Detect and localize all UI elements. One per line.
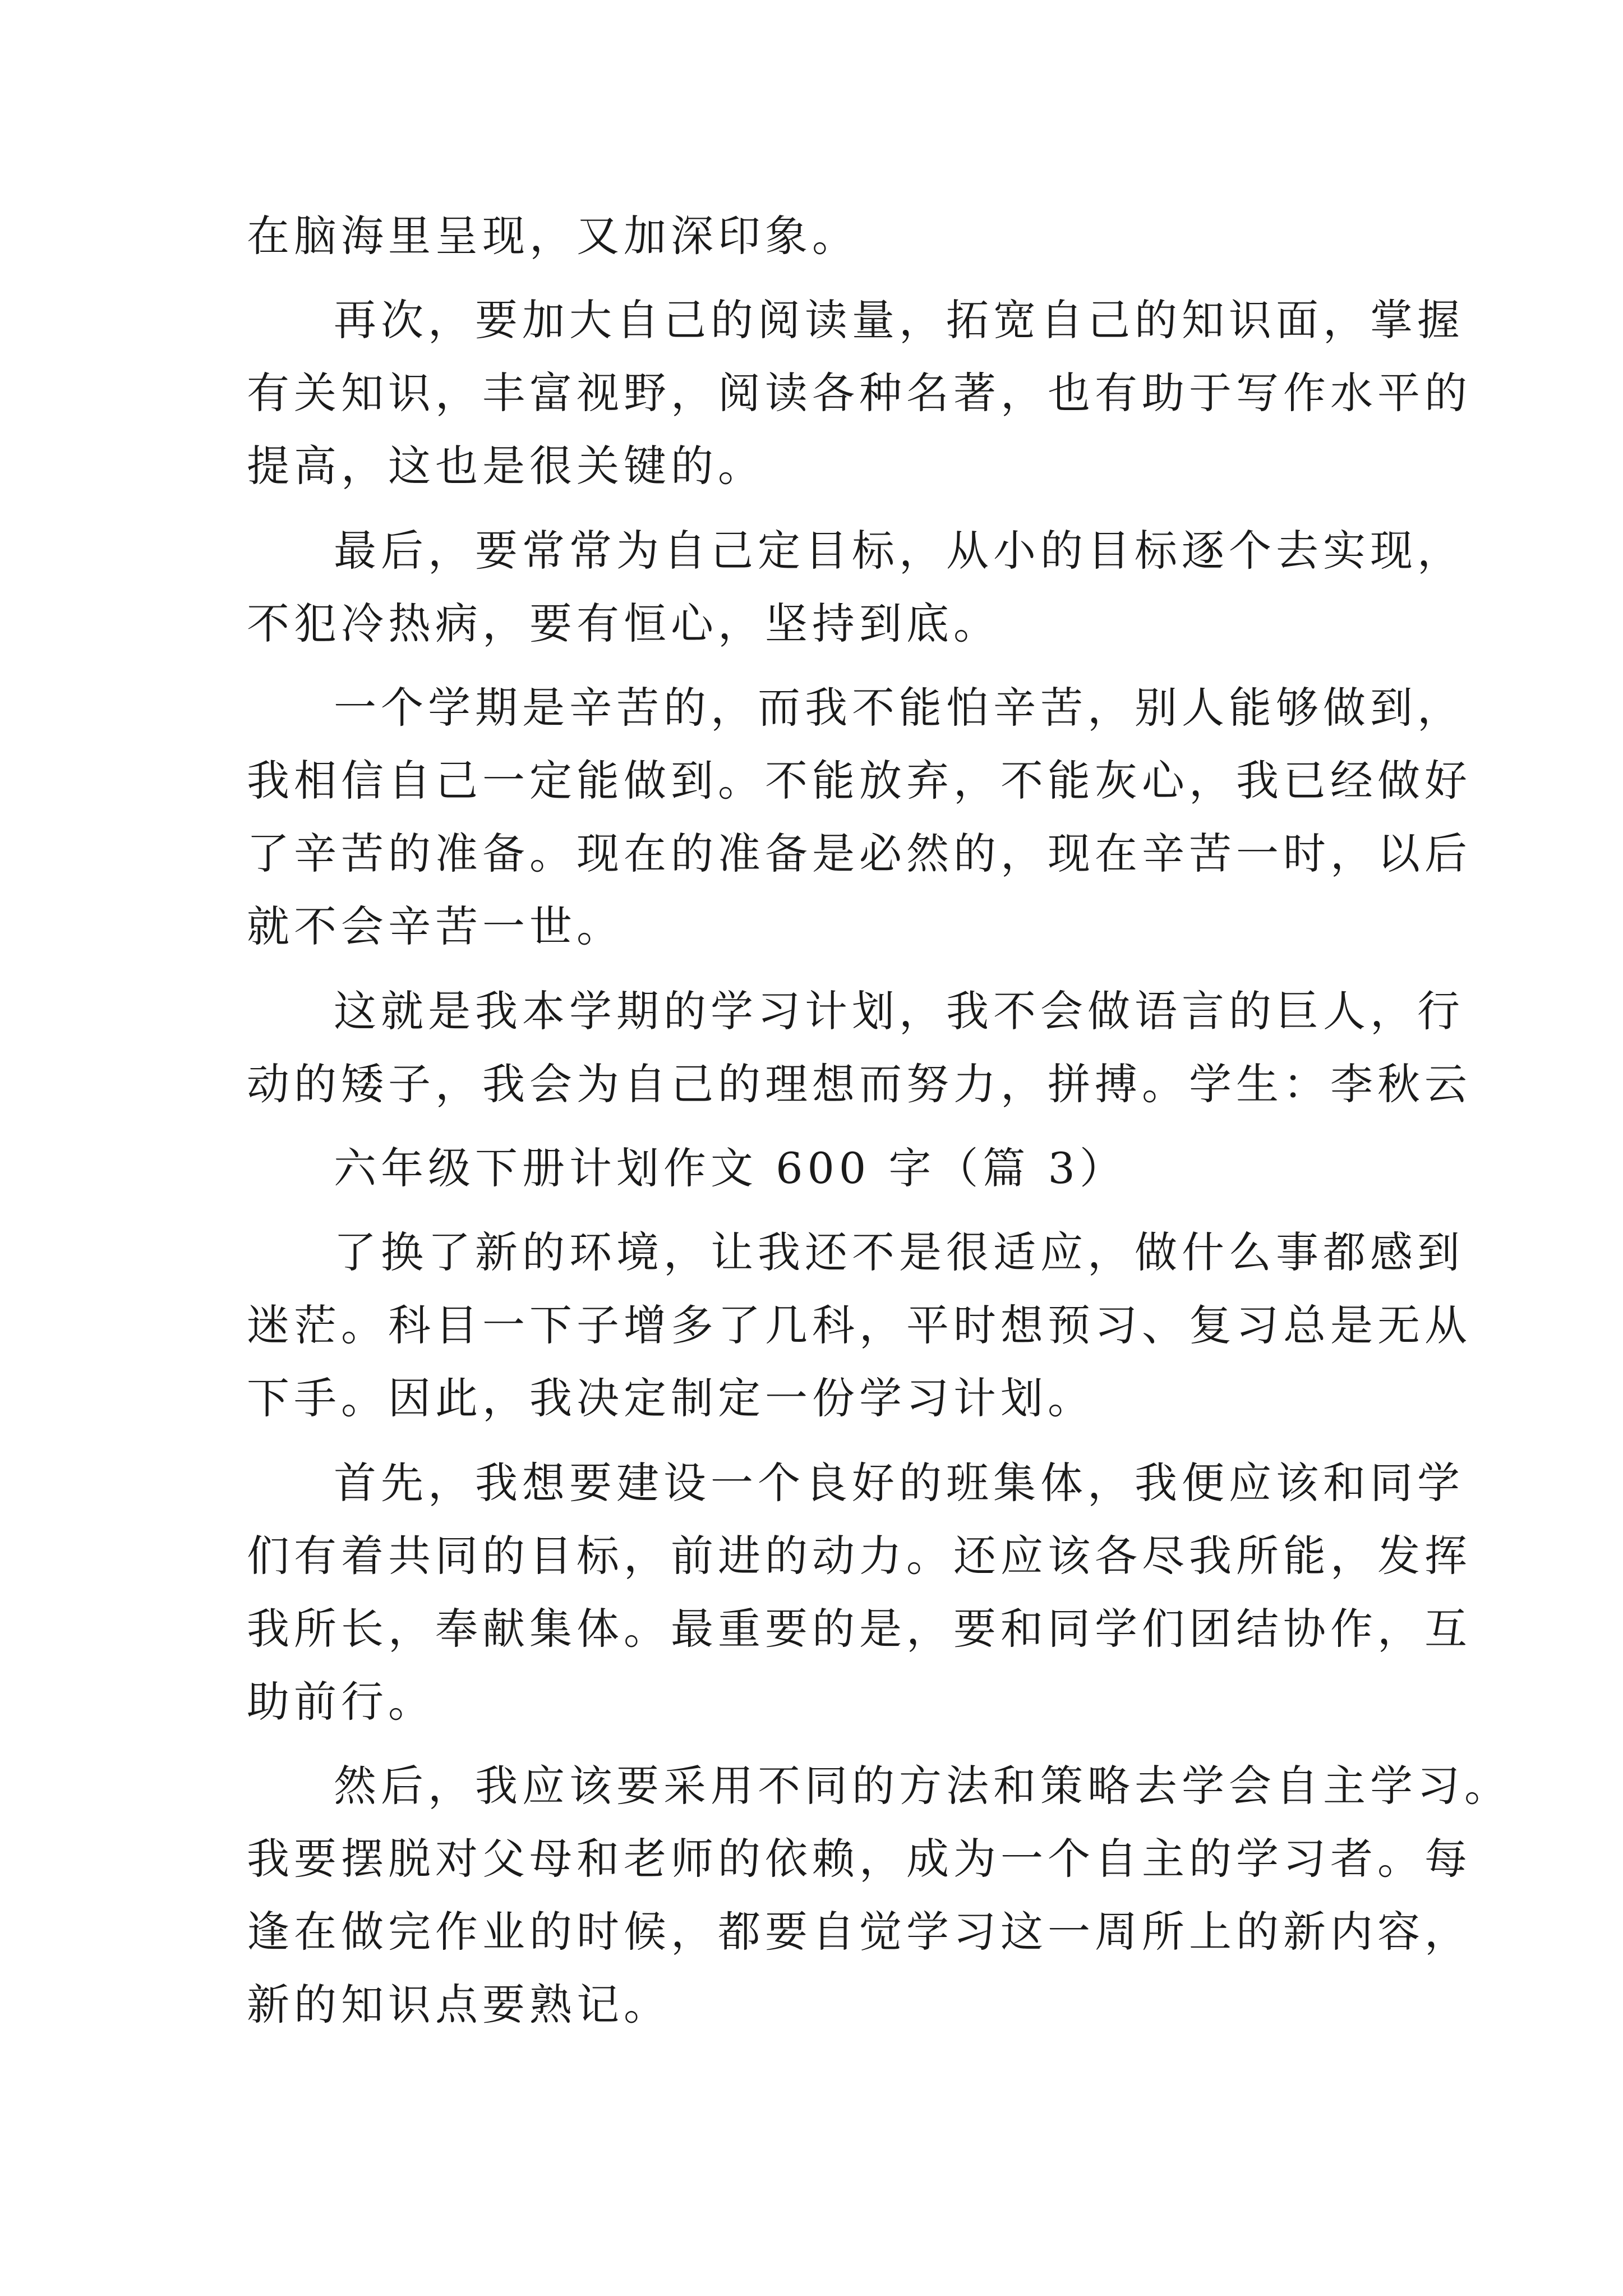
text-line: 首先，我想要建设一个良好的班集体，我便应该和同学: [334, 1458, 1464, 1508]
text-line: 最后，要常常为自己定目标，从小的目标逐个去实现，: [334, 526, 1464, 576]
text-line: 我要摆脱对父母和老师的依赖，成为一个自主的学习者。每: [247, 1834, 1472, 1884]
text-line: 新的知识点要熟记。: [247, 1980, 671, 2030]
text-line: 在脑海里呈现，又加深印象。: [247, 211, 859, 261]
text-line: 然后，我应该要采用不同的方法和策略去学会自主学习。: [334, 1761, 1511, 1811]
text-line: 我所长，奉献集体。最重要的是，要和同学们团结协作，互: [247, 1604, 1472, 1654]
text-line: 迷茫。科目一下子增多了几科，平时想预习、复习总是无从: [247, 1300, 1472, 1350]
text-line: 不犯冷热病，要有恒心，坚持到底。: [247, 599, 1000, 648]
text-line: 动的矮子，我会为自己的理想而努力，拼搏。学生：李秋云: [247, 1059, 1472, 1109]
text-line: 有关知识，丰富视野，阅读各种名著，也有助于写作水平的: [247, 368, 1472, 418]
text-line: 一个学期是辛苦的，而我不能怕辛苦，别人能够做到，: [334, 683, 1464, 733]
text-line: 助前行。: [247, 1677, 435, 1727]
text-line: 了换了新的环境，让我还不是很适应，做什么事都感到: [334, 1227, 1464, 1277]
text-line: 下手。因此，我决定制定一份学习计划。: [247, 1373, 1095, 1423]
text-line: 了辛苦的准备。现在的准备是必然的，现在辛苦一时，以后: [247, 829, 1472, 878]
text-line: 这就是我本学期的学习计划，我不会做语言的巨人，行: [334, 986, 1464, 1036]
text-line: 提高，这也是很关键的。: [247, 441, 765, 491]
text-line: 再次，要加大自己的阅读量，拓宽自己的知识面，掌握: [334, 295, 1464, 345]
text-line: 逢在做完作业的时候，都要自觉学习这一周所上的新内容，: [247, 1907, 1472, 1957]
section-heading: 六年级下册计划作文 600 字（篇 3）: [334, 1143, 1127, 1193]
text-line: 就不会辛苦一世。: [247, 901, 624, 951]
text-line: 我相信自己一定能做到。不能放弃，不能灰心，我已经做好: [247, 756, 1472, 806]
text-line: 们有着共同的目标，前进的动力。还应该各尽我所能，发挥: [247, 1531, 1472, 1581]
